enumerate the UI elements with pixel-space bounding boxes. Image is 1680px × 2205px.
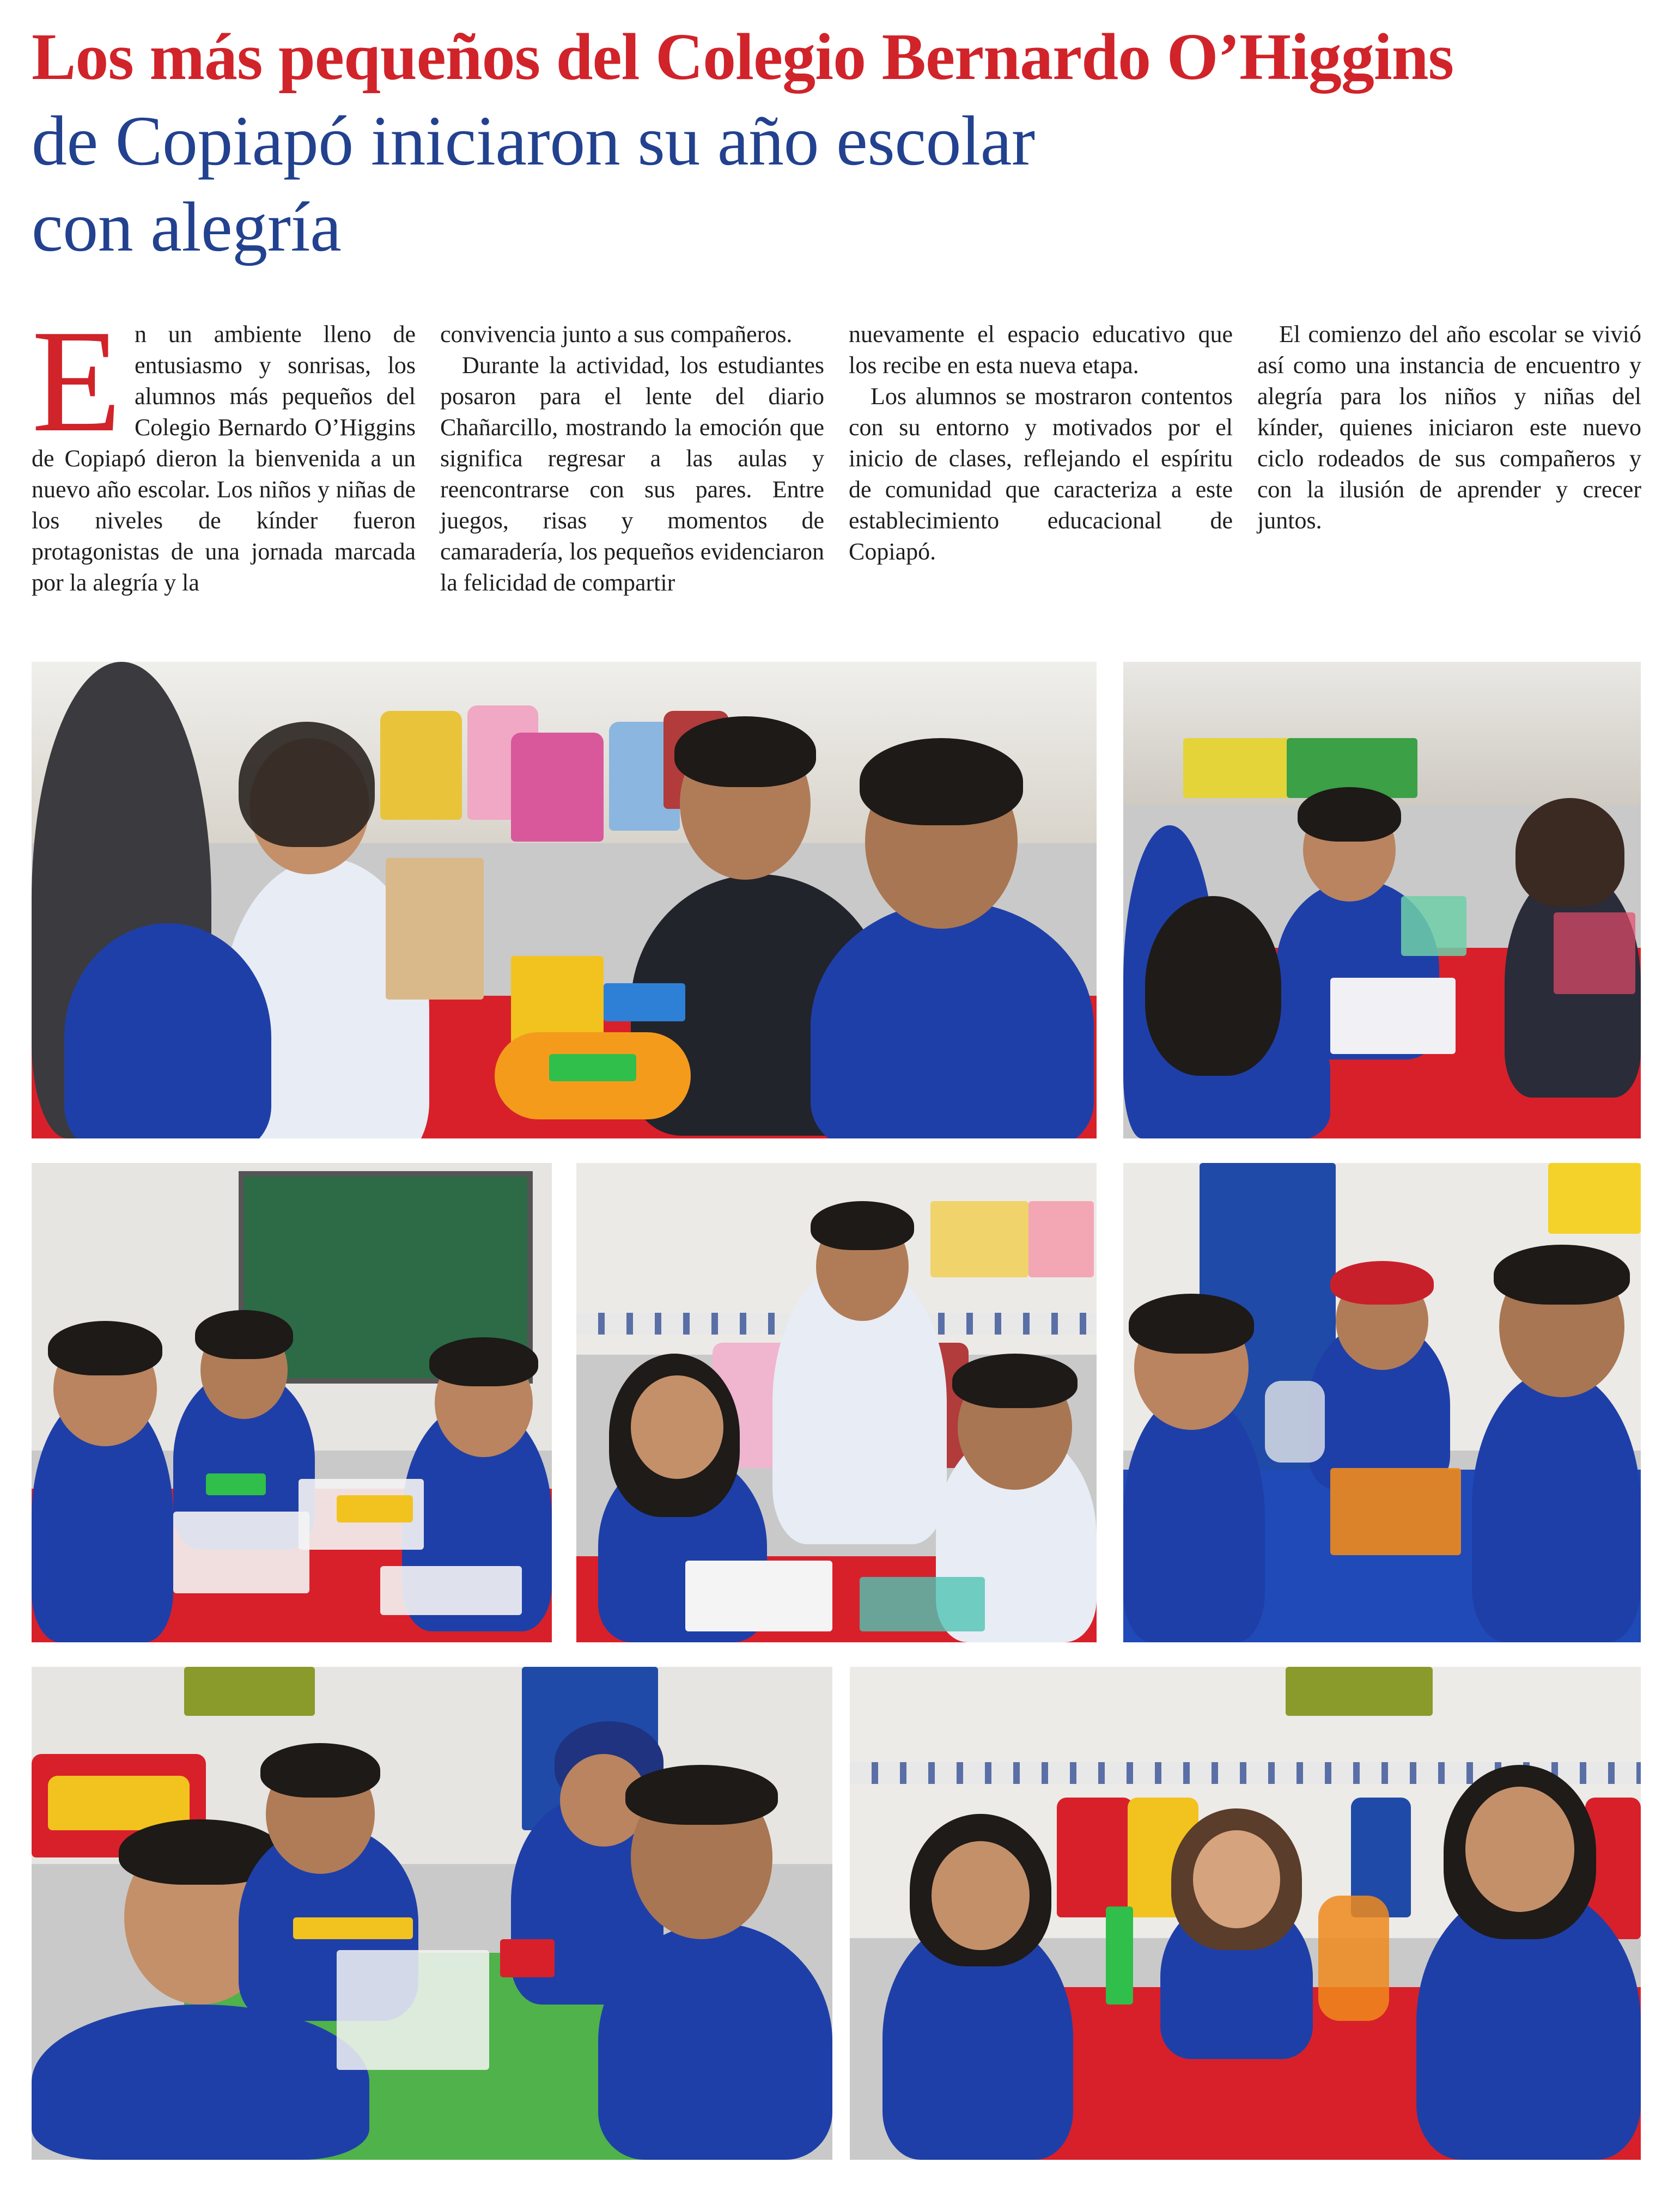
paragraph: n un ambiente lleno de entusiasmo y sonrisas, los alumnos más pequeños del Colegio Bernardo O’Higgins de Copiapó dieron la bienvenida a un nuevo año escolar. Los niños y niñas de los niveles de kínder fueron protagonistas de una jornada marcada por la alegría y la xyxy=(32,321,416,596)
paragraph: Los alumnos se mostraron contentos con su entorno y motivados por el inicio de clases, reflejando el espíritu de comunidad que caracteriza a este establecimiento educacional de Copiapó. xyxy=(849,383,1233,565)
headline xyxy=(32,16,1655,270)
paragraph: Durante la actividad, los estudiantes posaron para el lente del diario Chañarcillo, mostrando la emoción que significa regresar a las aulas y reencontrarse con sus pares. Entre juegos, risas y momentos de camaradería, los pequeños evidenciaron la felicidad de compartir xyxy=(440,352,824,596)
photo-kids-building-blocks xyxy=(32,1163,552,1642)
paragraph: El comienzo del año escolar se vivió así como una instancia de encuentro y alegría para los niños y niñas del kínder, quienes iniciaron este nuevo ciclo rodeados de sus compañeros y con la ilusión de aprender y crecer juntos. xyxy=(1257,321,1641,534)
photo-girls-red-table-tower xyxy=(850,1667,1641,2160)
article-body xyxy=(32,300,1641,624)
paragraph: nuevamente el espacio educativo que los recibe en esta nueva etapa. xyxy=(849,321,1233,379)
headline-line-2: de Copiapó iniciaron su año escolar xyxy=(32,102,1035,180)
photo-classroom-table-toys xyxy=(32,662,1097,1138)
article-column-3 xyxy=(849,319,1233,567)
article-column-1 xyxy=(32,300,416,598)
headline-line-1: Los más pequeños del Colegio Bernardo O’Higgins xyxy=(32,20,1454,94)
article-column-4 xyxy=(1257,319,1641,536)
drop-cap: E xyxy=(32,300,121,462)
paragraph: convivencia junto a sus compañeros. xyxy=(440,321,793,348)
photo-kids-gear-toys xyxy=(1123,1163,1641,1642)
photo-kids-green-table-blocks xyxy=(32,1667,832,2160)
photo-kids-standing-smiling xyxy=(576,1163,1097,1642)
photo-kids-magnetic-tiles xyxy=(1123,662,1641,1138)
headline-line-3: con alegría xyxy=(32,188,342,266)
article-column-2 xyxy=(440,319,824,598)
